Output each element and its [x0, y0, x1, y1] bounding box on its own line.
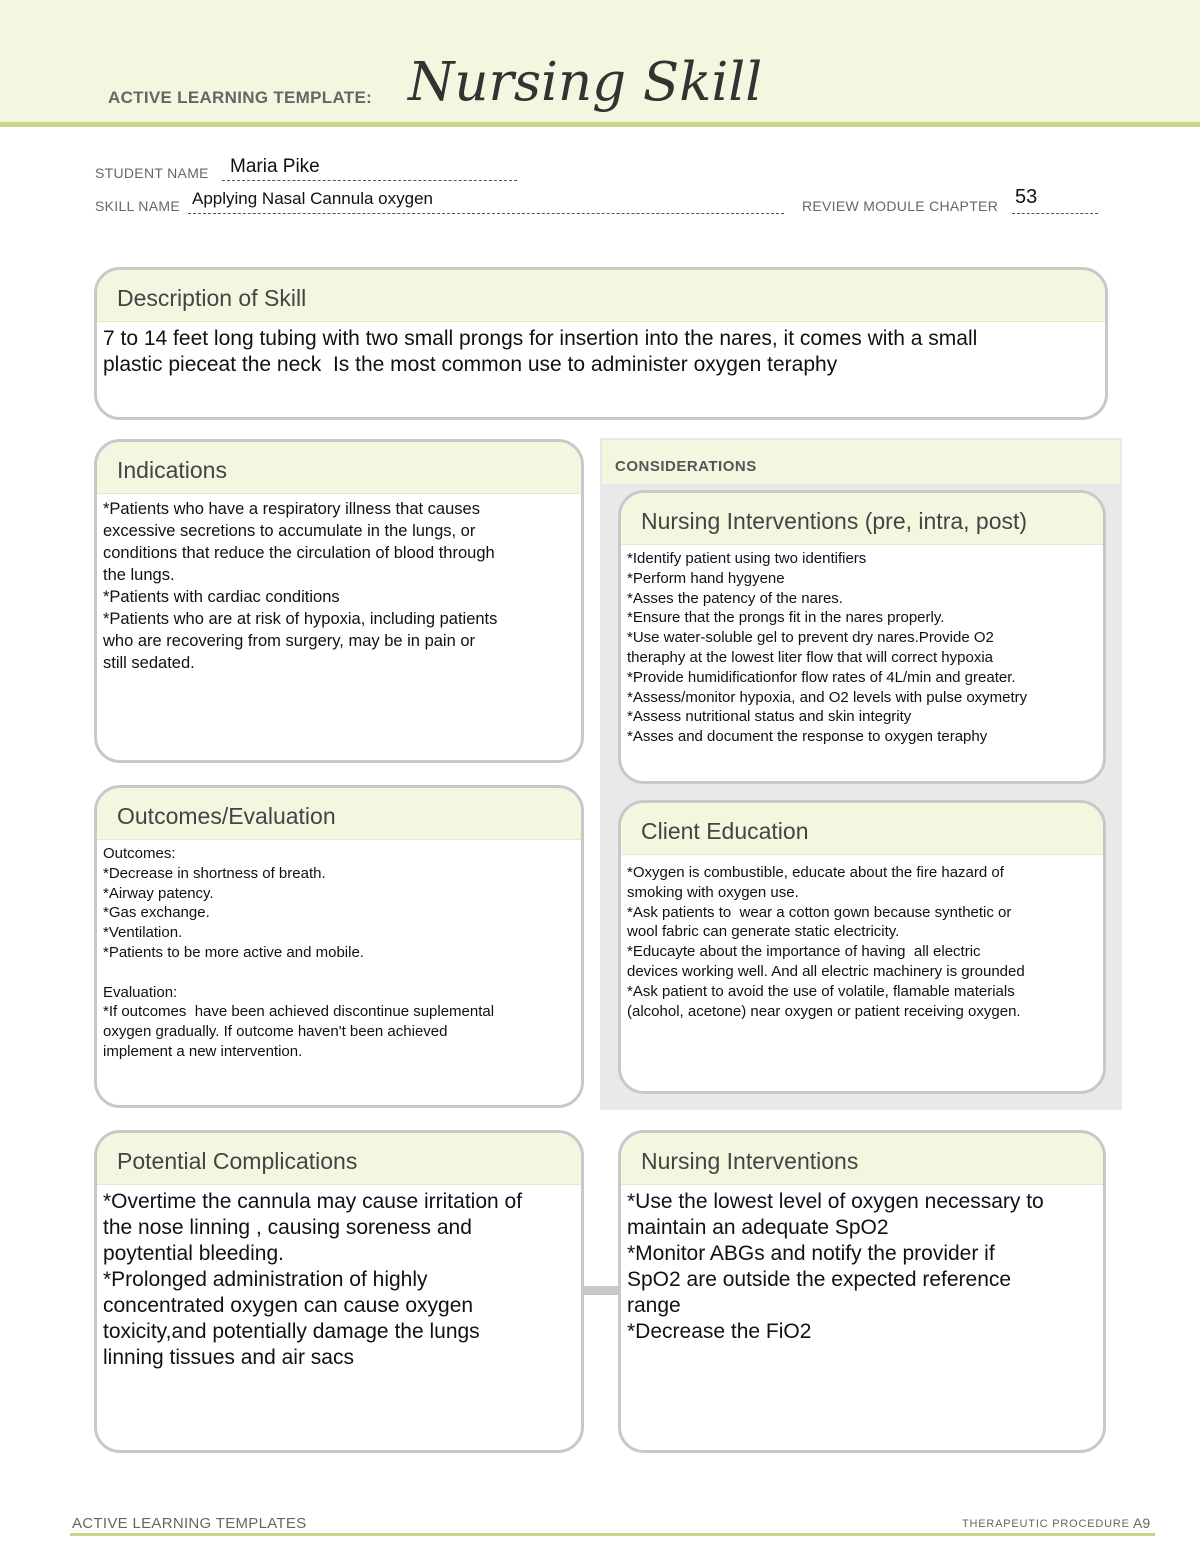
footer-page-number: A9 [1133, 1515, 1151, 1531]
client-education-box [618, 800, 1106, 1094]
description-box [94, 267, 1108, 420]
footer-right: THERAPEUTIC PROCEDURE [962, 1518, 1130, 1530]
complications-box [94, 1130, 584, 1453]
nursing-interventions-pip-box [618, 490, 1106, 784]
nursing-interventions-title: Nursing Interventions [621, 1133, 1103, 1185]
header-rule [0, 122, 1200, 127]
indications-title: Indications [97, 442, 581, 494]
nursing-interventions-pip-text[interactable]: *Identify patient using two identifiers *Perform hand hygyene *Asses the patency of the nares. *Ensure that the prongs fit in the nares properly. *Use water-soluble gel to prevent dry nares.Provide O2 theraphy at the lowest liter flow that will correct hypoxia *Provide humidificationfor flow rates of 4L/min and greater. *Assess/monitor hypoxia, and O2 levels with pulse oxymetry *Assess nutritional status and skin integrity *Asses and document the response to oxygen teraphy [627, 550, 1028, 746]
outcomes-title: Outcomes/Evaluation [97, 788, 581, 840]
footer-left: ACTIVE LEARNING TEMPLATES [72, 1515, 307, 1532]
page-title: Nursing Skill [408, 52, 763, 113]
review-module-underline [1012, 213, 1098, 214]
client-education-title: Client Education [621, 803, 1103, 855]
footer-rule [70, 1533, 1155, 1536]
considerations-label: CONSIDERATIONS [615, 458, 757, 475]
complications-text[interactable]: *Overtime the cannula may cause irritation of the nose linning , causing soreness and poytential bleeding. *Prolonged administration of highly concentrated oxygen can cause oxygen toxicity,and potentially damage the lungs linning tissues and air sacs [103, 1190, 523, 1369]
description-text[interactable]: 7 to 14 feet long tubing with two small prongs for insertion into the nares, it comes with a small plastic pieceat the neck Is the most common use to administer oxygen teraphy [103, 327, 978, 376]
indications-text[interactable]: *Patients who have a respiratory illness that causes excessive secretions to accumulate in the lungs, or conditions that reduce the circulation of blood through the lungs. *Patients with cardiac conditions *Patients who are at risk of hypoxia, including patients who are recovering from surgery, may be in pain or still sedated. [103, 500, 498, 672]
template-label: ACTIVE LEARNING TEMPLATE: [108, 88, 373, 107]
student-name-field[interactable]: Maria Pike [230, 156, 320, 177]
nursing-interventions-pip-title: Nursing Interventions (pre, intra, post) [621, 493, 1103, 545]
skill-name-field[interactable]: Applying Nasal Cannula oxygen [192, 189, 433, 208]
outcomes-box [94, 785, 584, 1108]
complications-title: Potential Complications [97, 1133, 581, 1185]
review-module-field[interactable]: 53 [1015, 186, 1038, 208]
nursing-interventions-box [618, 1130, 1106, 1453]
skill-name-label: SKILL NAME [95, 198, 180, 214]
description-title: Description of Skill [97, 270, 1105, 322]
client-education-text[interactable]: *Oxygen is combustible, educate about the fire hazard of smoking with oxygen use. *Ask patients to wear a cotton gown because synthetic or wool fabric can generate static electricity. *Educayte about the importance of having all electric devices working well. And all electric machinery is grounded *Ask patient to avoid the use of volatile, flamable materials (alcohol, acetone) near oxygen or patient receiving oxygen. [627, 864, 1025, 1020]
outcomes-text[interactable]: Outcomes: *Decrease in shortness of breath. *Airway patency. *Gas exchange. *Ventilation. *Patients to be more active and mobile. Evaluation: *If outcomes have been achieved discontinue suplemental oxygen gradually. If outcome haven't been achieved implement a new intervention. [103, 845, 495, 1060]
student-name-label: STUDENT NAME [95, 165, 209, 181]
box-connector [584, 1286, 620, 1295]
student-name-underline [222, 180, 517, 181]
indications-box [94, 439, 584, 763]
nursing-interventions-text[interactable]: *Use the lowest level of oxygen necessary to maintain an adequate SpO2 *Monitor ABGs and notify the provider if SpO2 are outside the expected reference range *Decrease the FiO2 [627, 1190, 1044, 1343]
skill-name-underline [188, 213, 784, 214]
review-module-label: REVIEW MODULE CHAPTER [802, 198, 999, 214]
